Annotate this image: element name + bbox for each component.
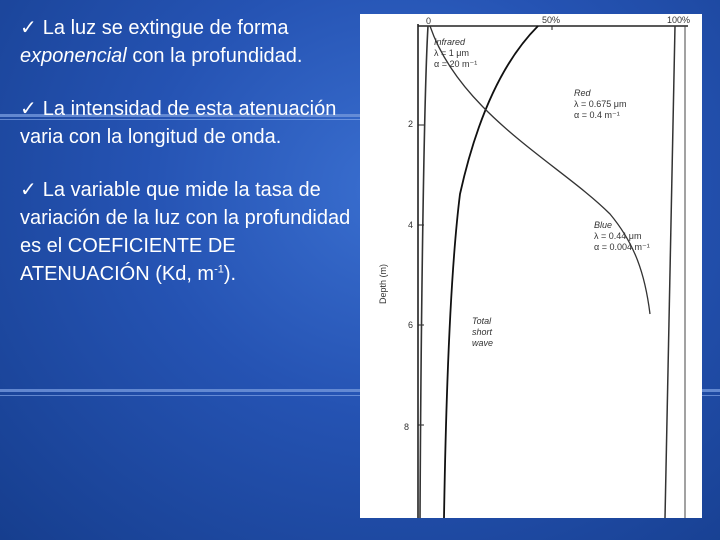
- bullet-item: [20, 95, 355, 151]
- depth-tick-label: 8: [404, 422, 410, 432]
- curve-coefficient: α = 0.4 m⁻¹: [574, 110, 620, 120]
- curve-label: Red: [574, 88, 591, 98]
- depth-tick-label: 4: [408, 220, 414, 230]
- curve-wavelength: λ = 0.675 μm: [574, 99, 627, 109]
- infrared-curve: [420, 26, 428, 518]
- check-icon: ✓: [20, 98, 37, 120]
- blue-curve: [665, 26, 675, 518]
- check-icon: ✓: [20, 17, 37, 39]
- check-icon: ✓: [20, 179, 37, 201]
- red-curve: [430, 26, 650, 314]
- curve-coefficient: α = 0.004 m⁻¹: [594, 242, 650, 252]
- decorative-stripe: [0, 389, 362, 392]
- bullet-text: La luz se extingue de forma: [42, 17, 289, 39]
- bullet-emphasis: exponencial: [20, 45, 127, 67]
- top-tick-label: 100%: [667, 15, 691, 25]
- curve-label: Infrared: [434, 37, 466, 47]
- attenuation-plot: [360, 14, 702, 518]
- curve-label: wave: [472, 338, 494, 348]
- y-axis-label: Depth (m): [378, 263, 388, 304]
- curve-label: Blue: [594, 220, 613, 230]
- bullet-item: [20, 14, 355, 70]
- bullet-text: con la profundidad.: [132, 45, 303, 67]
- top-tick-label: 50%: [542, 15, 561, 25]
- superscript: -1: [214, 263, 224, 276]
- depth-tick-label: 6: [408, 320, 414, 330]
- decorative-stripe: [0, 395, 362, 396]
- curve-coefficient: α = 20 m⁻¹: [434, 59, 478, 69]
- bullet-text: ).: [223, 263, 237, 285]
- bullet-text: La variable que mide la tasa de variación de la luz con la profundidad es el COEFICIENTE DE ATENUACIÓN (Kd, m: [20, 179, 351, 285]
- curve-label: Total: [472, 316, 492, 326]
- curve-label: short: [472, 327, 493, 337]
- depth-tick-label: 2: [408, 119, 414, 129]
- bullet-text: La intensidad de esta atenuación varia con la longitud de onda.: [20, 98, 337, 148]
- bullet-item: [20, 176, 355, 288]
- curve-wavelength: λ = 0.44 μm: [594, 231, 642, 241]
- bullet-list: [20, 14, 355, 313]
- curve-wavelength: λ = 1 μm: [434, 48, 469, 58]
- total-shortwave-curve: [444, 26, 538, 518]
- top-tick-label: 0: [426, 16, 432, 26]
- light-attenuation-figure: [360, 14, 702, 518]
